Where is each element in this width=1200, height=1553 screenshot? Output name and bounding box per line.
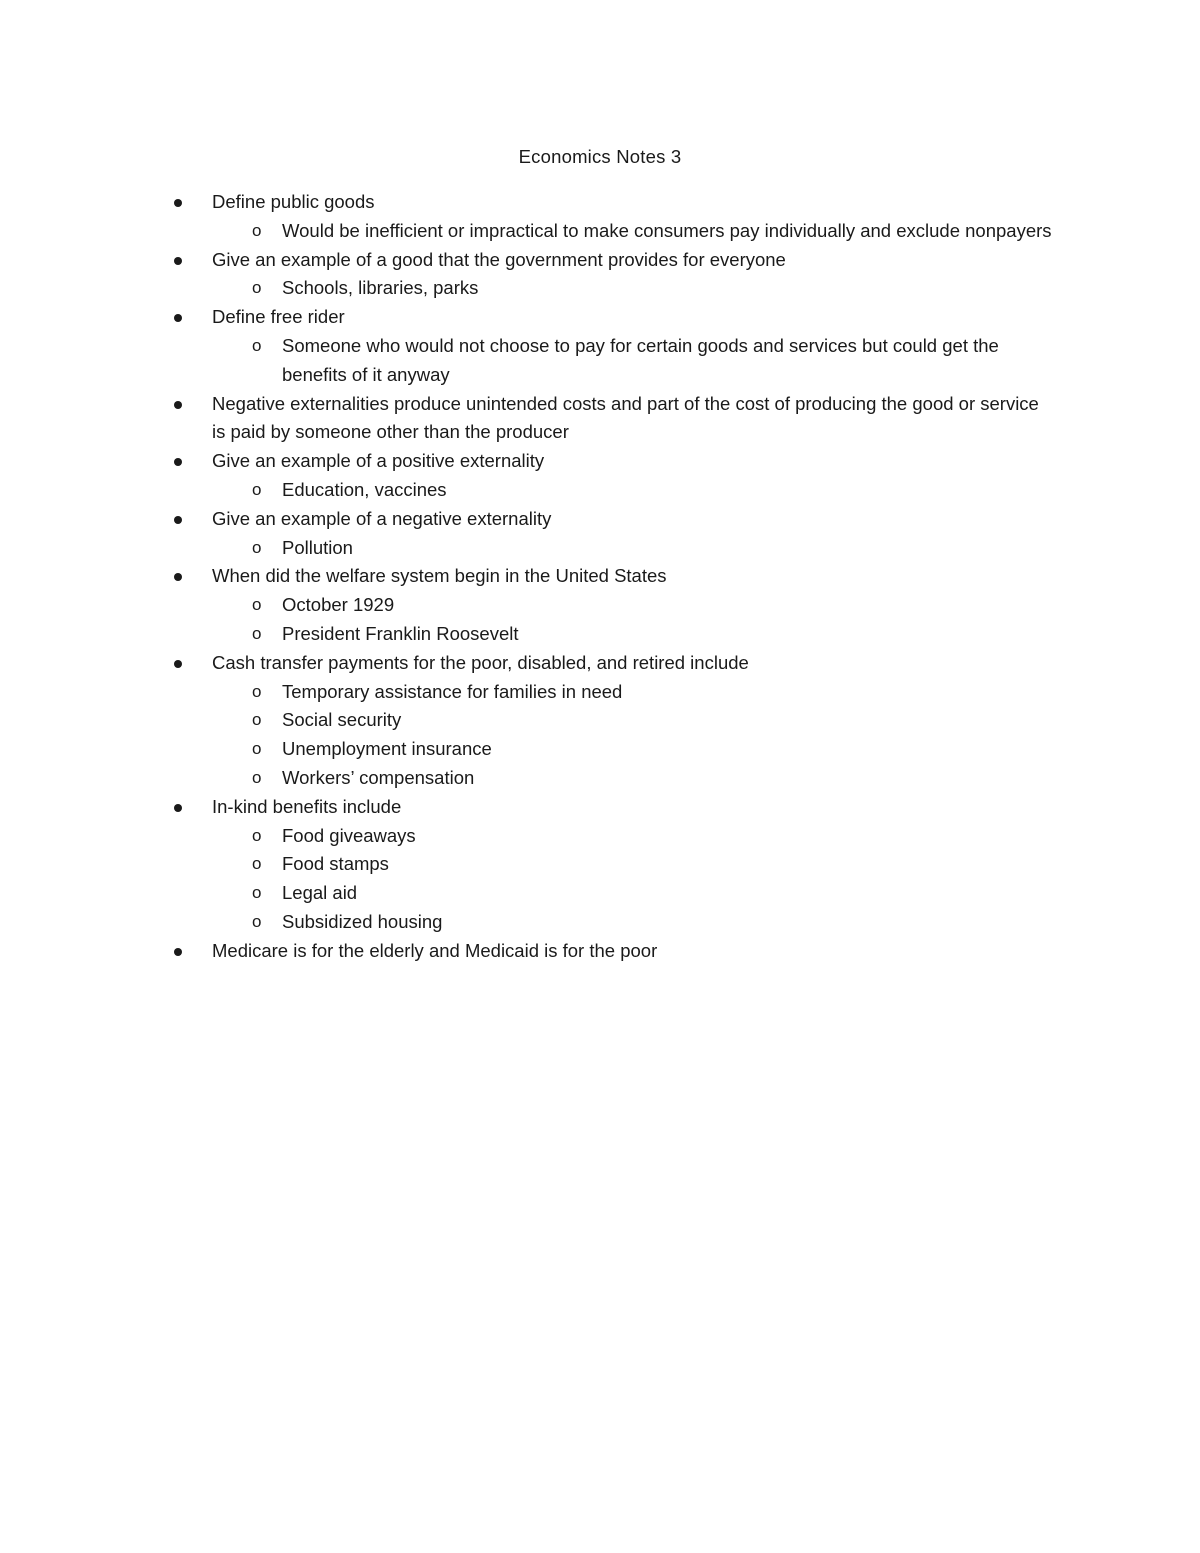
- sub-item: [212, 217, 1054, 246]
- sub-item: [212, 822, 1054, 851]
- bullet-item: [174, 649, 1042, 678]
- bullet-item: [174, 562, 1042, 591]
- bullet-item: [174, 188, 1042, 217]
- sub-item: [212, 764, 1054, 793]
- sub-item: [212, 908, 1054, 937]
- bullet-item-text: Medicare is for the elderly and Medicaid is for the poor: [212, 939, 658, 961]
- sub-item: [212, 678, 1054, 707]
- sub-bullet-marker: o: [252, 220, 262, 240]
- bullet-dot-icon: [174, 401, 182, 409]
- sub-item: [212, 591, 1054, 620]
- bullet-dot-icon: [174, 660, 182, 668]
- sub-bullet-marker: o: [252, 335, 262, 355]
- sub-bullet-marker: o: [252, 911, 262, 931]
- bullet-item-text: When did the welfare system begin in the United States: [212, 565, 667, 587]
- bullet-item: [174, 390, 1042, 448]
- bullet-item-text: Give an example of a positive externality: [212, 450, 545, 472]
- sub-item-text: Food stamps: [282, 853, 389, 875]
- bullet-dot-icon: [174, 573, 182, 581]
- bullet-dot-icon: [174, 257, 182, 265]
- sub-bullet-marker: o: [252, 479, 262, 499]
- sub-item-text: Unemployment insurance: [282, 738, 492, 760]
- bullet-item: [174, 447, 1042, 476]
- sub-bullet-marker: o: [252, 710, 262, 730]
- sub-bullet-marker: o: [252, 595, 262, 615]
- sub-item: [212, 534, 1054, 563]
- bullet-item-text: Cash transfer payments for the poor, disabled, and retired include: [212, 651, 749, 673]
- sub-item-text: Education, vaccines: [282, 478, 447, 500]
- sub-item-text: Social security: [282, 709, 402, 731]
- bullet-item: [174, 505, 1042, 534]
- sub-item: [212, 620, 1054, 649]
- sub-bullet-marker: o: [252, 739, 262, 759]
- sub-item-text: Schools, libraries, parks: [282, 277, 479, 299]
- bullet-item: [174, 937, 1042, 966]
- sub-bullet-marker: o: [252, 537, 262, 557]
- bullet-dot-icon: [174, 199, 182, 207]
- bullet-item-text: Give an example of a negative externality: [212, 507, 552, 529]
- sub-bullet-marker: o: [252, 767, 262, 787]
- sub-item-text: Workers’ compensation: [282, 766, 475, 788]
- sub-bullet-marker: o: [252, 854, 262, 874]
- bullet-item: [174, 793, 1042, 822]
- sub-item-text: Food giveaways: [282, 824, 416, 846]
- sub-item-text: President Franklin Roosevelt: [282, 622, 519, 644]
- sub-item: [212, 879, 1054, 908]
- sub-item: [212, 735, 1054, 764]
- sub-item-text: October 1929: [282, 594, 395, 616]
- sub-item: [212, 274, 1054, 303]
- sub-item: [212, 476, 1054, 505]
- document-title: Economics Notes 3: [518, 146, 682, 167]
- sub-bullet-marker: o: [252, 278, 262, 298]
- bullet-dot-icon: [174, 458, 182, 466]
- bullet-item-text: Define public goods: [212, 191, 375, 212]
- bullet-item: [174, 303, 1042, 332]
- sub-item-text: Subsidized housing: [282, 910, 443, 932]
- sub-item: [212, 850, 1054, 879]
- sub-bullet-marker: o: [252, 825, 262, 845]
- sub-bullet-marker: o: [252, 681, 262, 701]
- bullet-dot-icon: [174, 804, 182, 812]
- sub-item-text: Legal aid: [282, 882, 358, 904]
- sub-item: [212, 332, 1054, 390]
- bullet-item-text: Give an example of a good that the government provides for everyone: [212, 248, 786, 270]
- sub-item-text: Someone who would not choose to pay for certain goods and services but could get the benefits of it anyway: [282, 334, 999, 385]
- bullet-item-text: Negative externalities produce unintended costs and part of the cost of producing the good or service is paid by someone other than the producer: [212, 392, 1039, 443]
- bullet-item-text: In-kind benefits include: [212, 795, 402, 817]
- bullet-dot-icon: [174, 948, 182, 956]
- notes-list: [174, 188, 1074, 966]
- sub-item-text: Would be inefficient or impractical to make consumers pay individually and exclude nonpayers: [282, 219, 1052, 241]
- bullet-item-text: Define free rider: [212, 306, 345, 328]
- sub-bullet-marker: o: [252, 883, 262, 903]
- bullet-dot-icon: [174, 516, 182, 524]
- bullet-item: [174, 246, 1042, 275]
- bullet-dot-icon: [174, 314, 182, 322]
- sub-bullet-marker: o: [252, 623, 262, 643]
- sub-item-text: Pollution: [282, 536, 353, 558]
- sub-item-text: Temporary assistance for families in need: [282, 680, 623, 702]
- sub-item: [212, 706, 1054, 735]
